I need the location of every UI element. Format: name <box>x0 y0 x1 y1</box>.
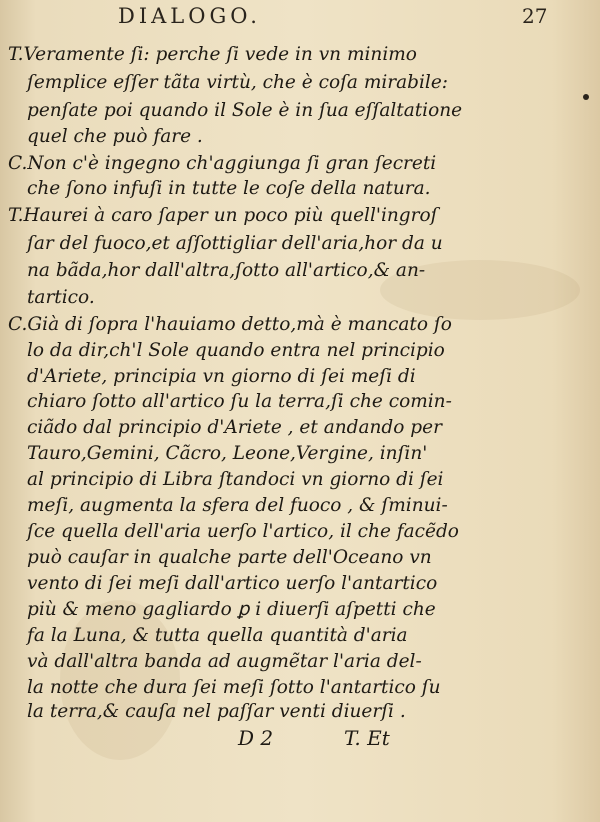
ink-dot <box>583 94 589 100</box>
text-line: và dall'altra banda ad augmẽtar l'aria del- <box>27 651 422 672</box>
text-line: fa la Luna, & tutta quella quantità d'aria <box>27 625 408 646</box>
text-line: T.Veramente ſi: perche ſi vede in vn minimo <box>8 44 417 65</box>
text-line: può cauſar in qualche parte dell'Oceano vn <box>27 547 432 568</box>
page-number: 27 <box>522 4 548 28</box>
text-line: al principio di Libra ſtandoci vn giorno di ſei <box>27 469 444 490</box>
text-line: quel che può fare . <box>27 126 203 147</box>
text-line: na bãda,hor dall'altra,ſotto all'artico,& an- <box>27 260 426 281</box>
text-line: C.Già di ſopra l'hauiamo detto,mà è mancato ſo <box>8 314 452 335</box>
text-line: lo da dir,ch'l Sole quando entra nel principio <box>27 340 445 361</box>
text-line: ſce quella dell'aria uerſo l'artico, il che facẽdo <box>27 521 459 542</box>
text-line: Tauro,Gemini, Cãcro, Leone,Vergine, inſin' <box>27 443 428 464</box>
text-line: T.Haurei à caro ſaper un poco più quell'ingroſ <box>8 205 438 226</box>
text-line: meſi, augmenta la sfera del fuoco , & ſminui- <box>27 495 448 516</box>
text-line: ciãdo dal principio d'Ariete , et andando per <box>27 417 442 438</box>
running-title: DIALOGO. <box>118 4 261 28</box>
text-line: la notte che dura ſei meſi ſotto l'antartico ſu <box>27 677 441 698</box>
text-line: d'Ariete, principia vn giorno di ſei meſi di <box>27 366 416 387</box>
text-line: ſar del fuoco,et aſſottigliar dell'aria,hor da u <box>27 233 443 254</box>
text-line: che ſono infuſi in tutte le coſe della natura. <box>27 178 431 199</box>
text-line: la terra,& cauſa nel paſſar venti diuerſi . <box>27 701 406 722</box>
catchword: T. Et <box>344 726 390 750</box>
text-line: tartico. <box>27 287 95 308</box>
text-line: C.Non c'è ingegno ch'aggiunga ſi gran ſecreti <box>8 153 437 174</box>
text-line: più & meno gagliardo ꝑ i diuerſi aſpetti che <box>27 599 436 620</box>
text-line: vento di ſei meſi dall'artico uerſo l'antartico <box>27 573 438 594</box>
signature-mark: D 2 <box>238 726 274 750</box>
text-line: penſate poi quando il Sole è in ſua eſſaltatione <box>27 100 463 121</box>
text-line: chiaro ſotto all'artico ſu la terra,ſi che comin- <box>27 391 452 412</box>
text-line: ſemplice eſſer tãta virtù, che è coſa mirabile: <box>27 72 449 93</box>
